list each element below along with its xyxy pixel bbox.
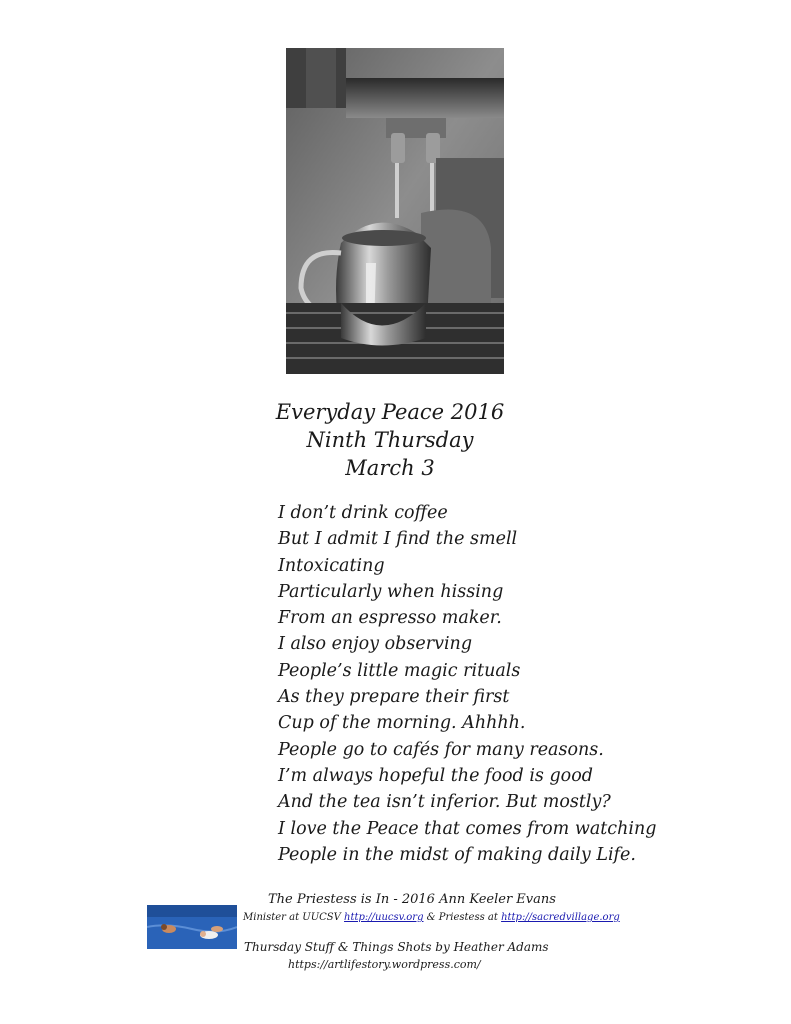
poem-line: From an espresso maker. (278, 608, 502, 629)
page-date: March 3 (345, 456, 435, 480)
photo-site: https://artlifestory.wordpress.com/ (288, 958, 481, 971)
espresso-photo (286, 48, 504, 374)
photo-credit: Thursday Stuff & Things Shots by Heather Adams (244, 940, 549, 954)
page-subtitle: Ninth Thursday (306, 428, 474, 452)
poem-line: I also enjoy observing (278, 634, 473, 655)
poem (278, 500, 698, 868)
poem-line: I’m always hopeful the food is good (278, 765, 593, 786)
minister-prefix: Minister at UUCSV (243, 912, 341, 923)
page-title: Everyday Peace 2016 (275, 400, 505, 424)
poem-line: I love the Peace that comes from watching (278, 818, 657, 839)
poem-line: Intoxicating (278, 555, 385, 576)
poem-line: People in the midst of making daily Life. (278, 844, 636, 865)
poem-line: People’s little magic rituals (278, 660, 521, 681)
swimmers-thumbnail (147, 905, 237, 949)
footer (0, 888, 791, 988)
author-credit: The Priestess is In - 2016 Ann Keeler Evans (268, 892, 556, 907)
poem-line: As they prepare their first (278, 687, 510, 708)
poem-line: People go to cafés for many reasons. (278, 739, 604, 760)
priestess-prefix: & Priestess at (426, 912, 498, 923)
title-block (230, 398, 550, 482)
poem-line: And the tea isn’t inferior. But mostly? (278, 792, 611, 813)
poem-line: Cup of the morning. Ahhhh. (278, 713, 526, 734)
poem-line: But I admit I find the smell (278, 529, 518, 550)
affiliation-line (243, 912, 620, 923)
poem-line: Particularly when hissing (278, 581, 504, 602)
poem-line: I don’t drink coffee (278, 503, 448, 523)
sacredvillage-link[interactable]: http://sacredvillage.org (501, 912, 620, 923)
uucsv-link[interactable]: http://uucsv.org (344, 912, 424, 923)
